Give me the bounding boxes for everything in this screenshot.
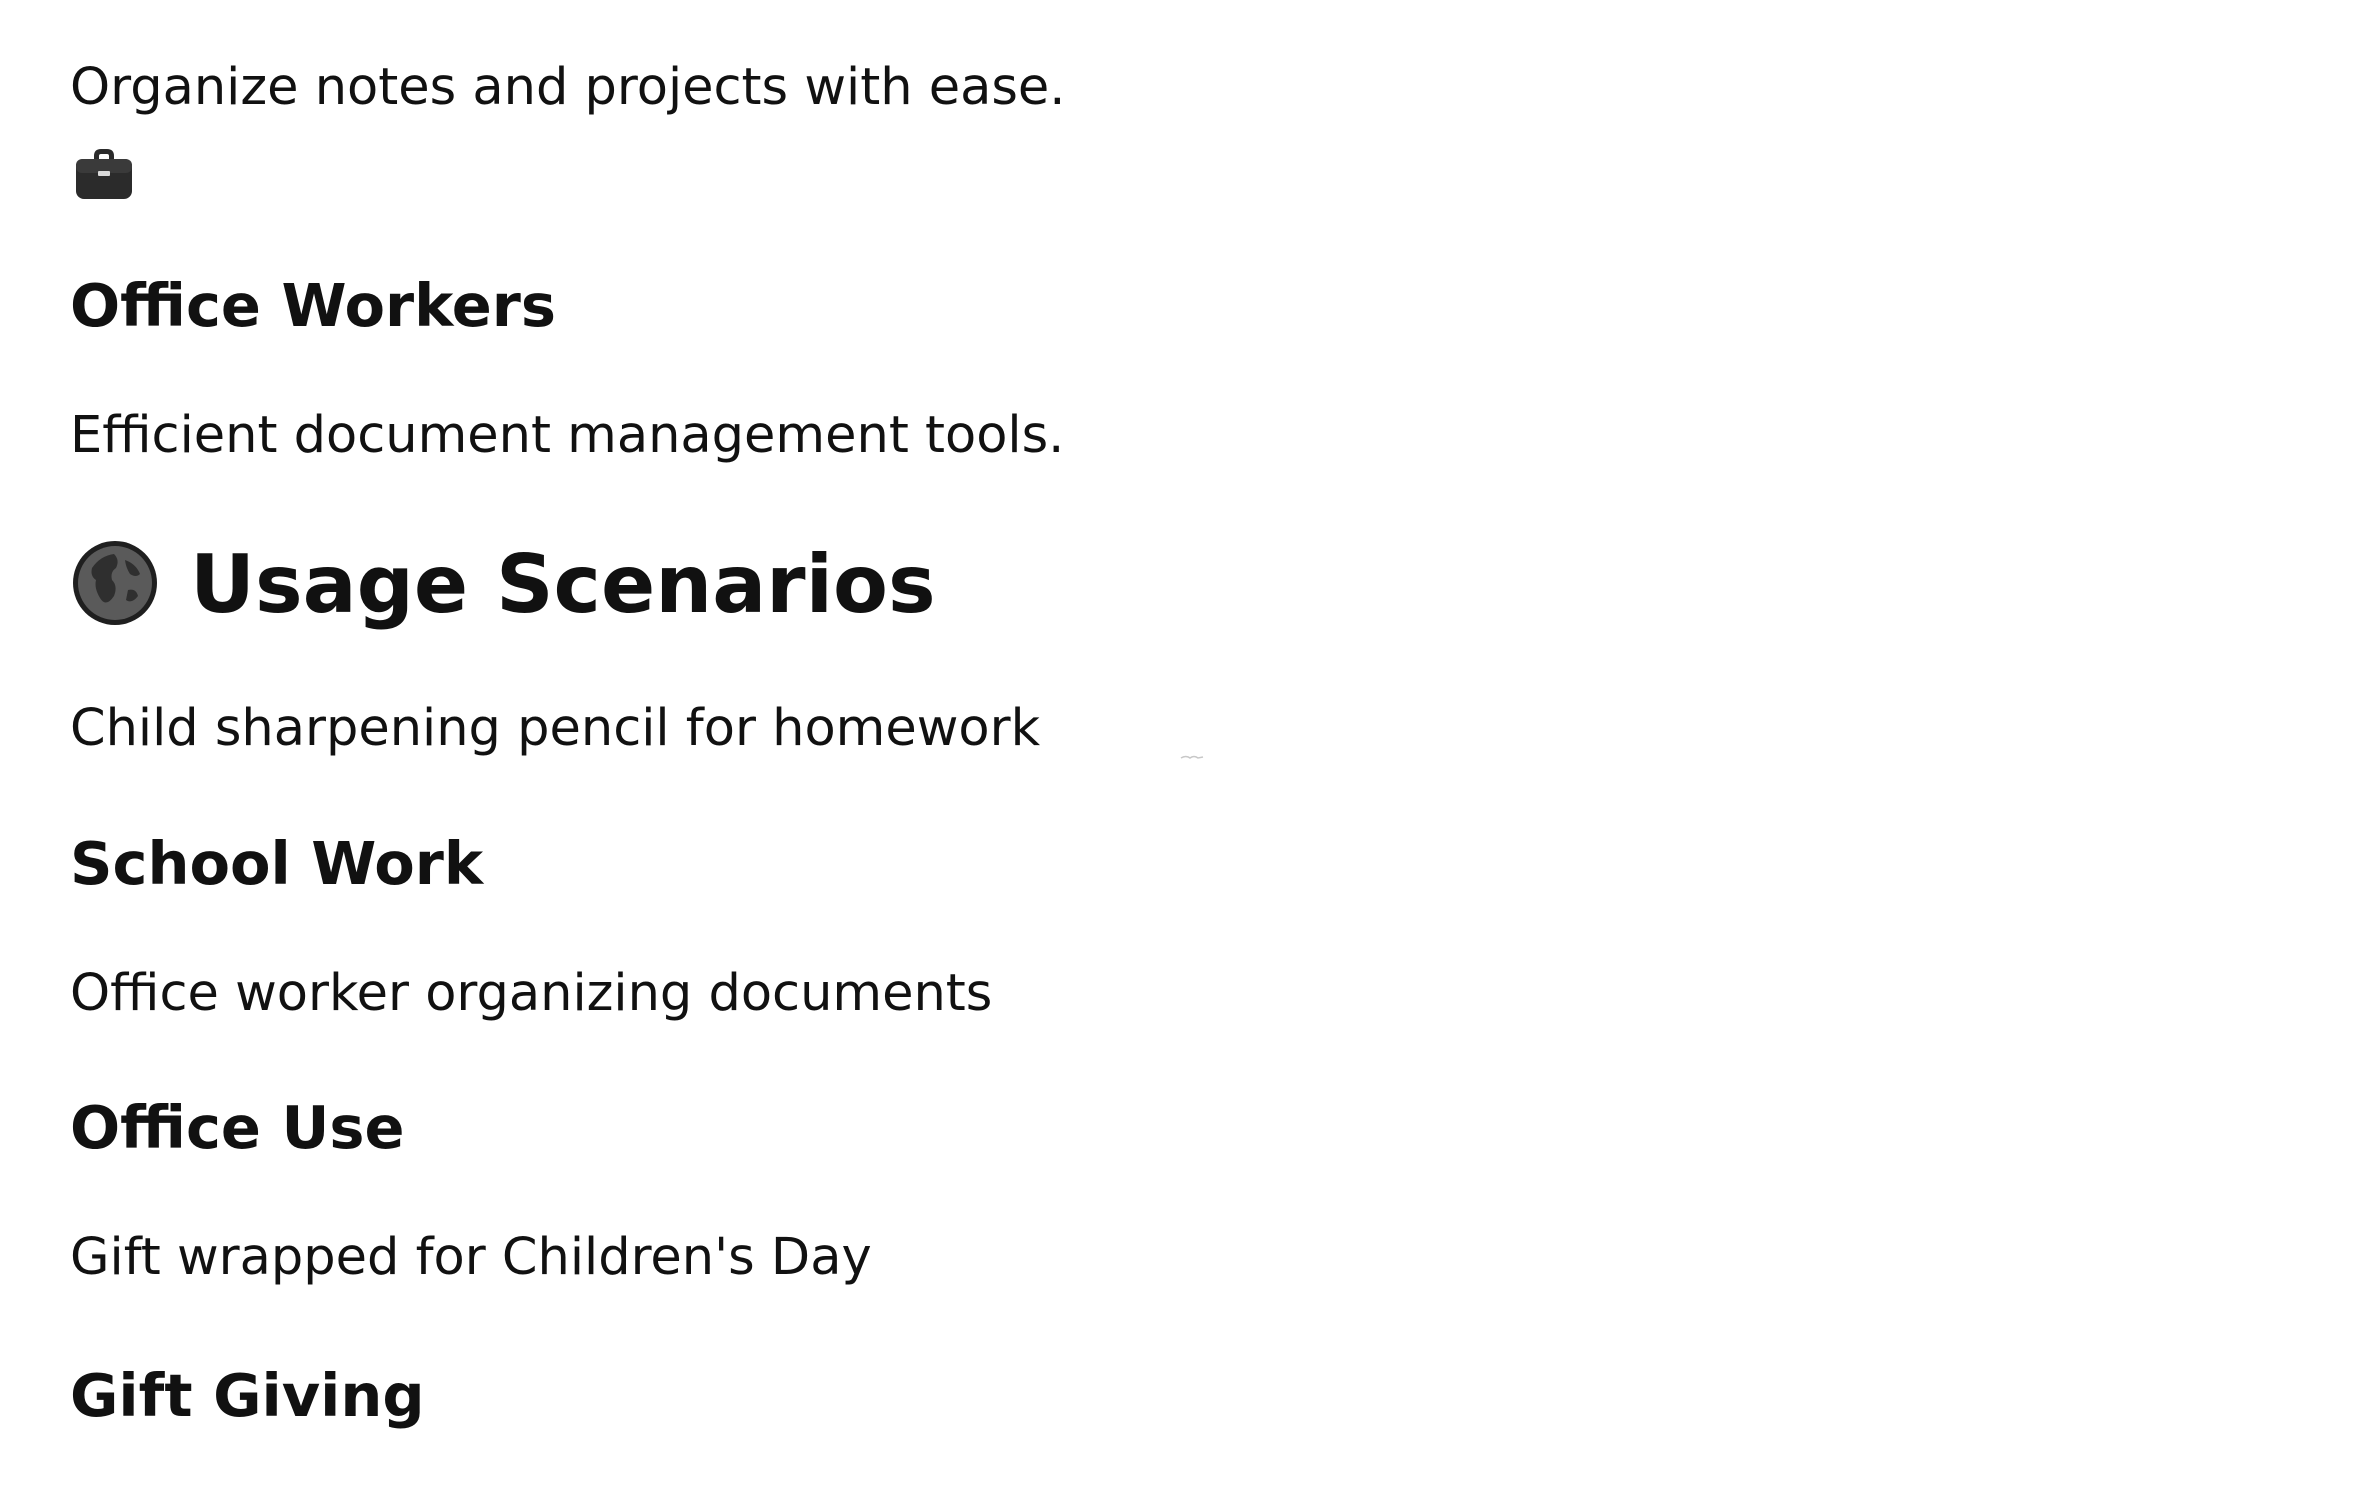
scenario-caption-office: Office worker organizing documents	[70, 964, 993, 1023]
audience-title: Office Workers	[70, 271, 556, 340]
scenario-caption-school: Child sharpening pencil for homework	[70, 699, 1041, 758]
usage-heading	[70, 538, 936, 632]
scenario-caption-gift: Gift wrapped for Children's Day	[70, 1228, 872, 1287]
briefcase-icon	[74, 146, 134, 206]
scenario-title-school: School Work	[70, 829, 484, 898]
globe-icon	[70, 538, 160, 632]
scenario-title-gift: Gift Giving	[70, 1361, 425, 1430]
intro-text: Organize notes and projects with ease.	[70, 58, 1066, 117]
audience-description: Efficient document management tools.	[70, 406, 1065, 465]
image-placeholder-speck	[1180, 745, 1204, 751]
scenario-title-office: Office Use	[70, 1093, 405, 1162]
usage-title: Usage Scenarios	[190, 538, 936, 631]
